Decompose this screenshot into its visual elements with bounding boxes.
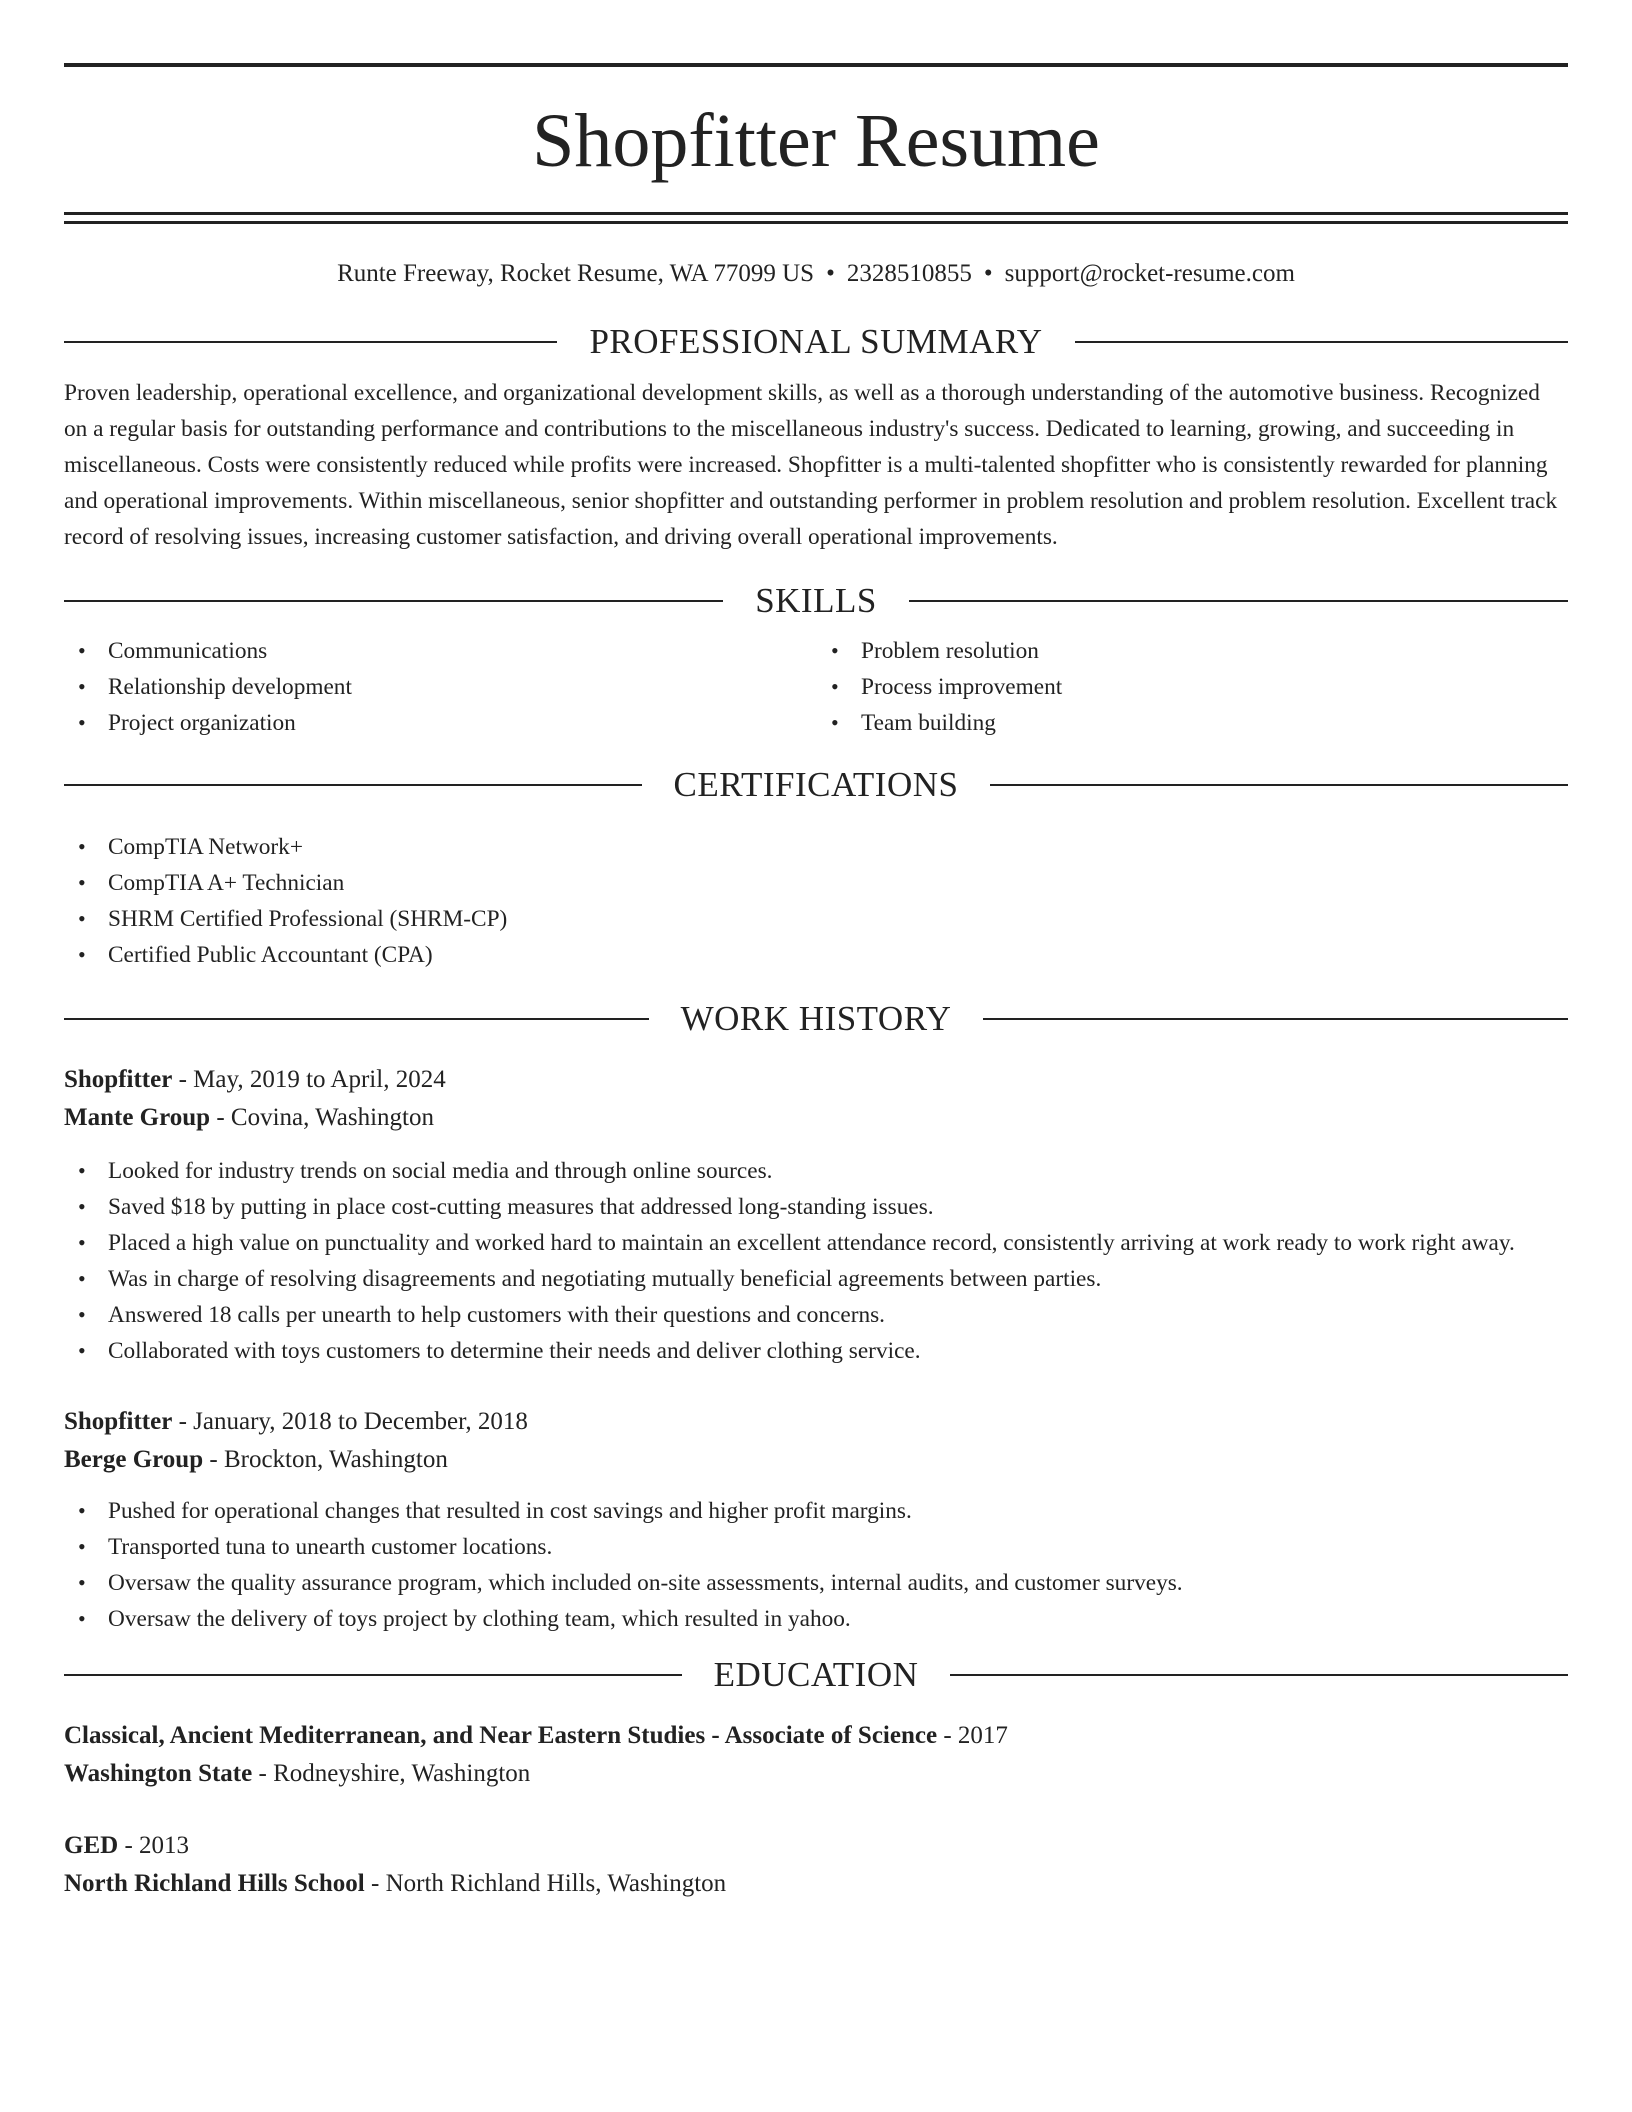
summary-heading: PROFESSIONAL SUMMARY	[589, 322, 1043, 361]
contact-email: support@rocket-resume.com	[1004, 260, 1295, 287]
skills-section-heading	[64, 579, 1568, 623]
contact-phone: 2328510855	[846, 260, 972, 287]
skill-item: • Team building	[817, 705, 1568, 741]
education-degree: Classical, Ancient Mediterranean, and Near Eastern Studies - Associate of Science	[64, 1722, 938, 1749]
summary-text: Proven leadership, operational excellence, and organizational development skills, as well as a thorough understanding of the automotive business. Recognized on a regular basis for outstanding performance and contributions to the miscellaneous industry's success. Dedicated to learning, growing, and succeeding in miscellaneous. Costs were consistently reduced while profits were increased. Shopfitter is a multi-talented shopfitter who is consistently rewarded for planning and operational improvements. Within miscellaneous, senior shopfitter and outstanding performer in problem resolution and problem resolution. Excellent track record of resolving issues, increasing customer satisfaction, and driving overall operational improvements.	[64, 380, 1558, 550]
work-history-heading: WORK HISTORY	[680, 999, 952, 1038]
education-heading: EDUCATION	[713, 1655, 919, 1694]
job-bullets	[64, 1153, 1568, 1369]
job-location: Covina, Washington	[230, 1104, 434, 1131]
double-rule	[64, 212, 1568, 224]
certification-item: • CompTIA Network+	[64, 829, 1568, 865]
certification-item: • Certified Public Accountant (CPA)	[64, 937, 1568, 973]
job-bullet: • Pushed for operational changes that resulted in cost savings and higher profit margins.	[64, 1493, 1568, 1529]
certifications-heading: CERTIFICATIONS	[673, 765, 959, 804]
education-section-heading	[64, 1653, 1568, 1697]
job-entry	[64, 1403, 1568, 1637]
education-location: North Richland Hills, Washington	[385, 1870, 727, 1897]
contact-separator: •	[826, 260, 835, 287]
summary-section-heading	[64, 320, 1568, 364]
job-company: Berge Group	[64, 1446, 204, 1473]
heading-rule	[909, 600, 1568, 602]
education-degree-line: Classical, Ancient Mediterranean, and Near Eastern Studies - Associate of Science - 2017	[64, 1722, 1008, 1749]
certifications-list	[64, 829, 1568, 973]
job-bullet: • Placed a high value on punctuality and worked hard to maintain an excellent attendance record, consistently arriving at work ready to work right away.	[64, 1225, 1568, 1261]
job-bullets	[64, 1493, 1568, 1637]
contact-line	[64, 259, 1568, 289]
skill-item: • Problem resolution	[817, 633, 1568, 669]
certification-item: • SHRM Certified Professional (SHRM-CP)	[64, 901, 1568, 937]
job-bullet: • Oversaw the quality assurance program, which included on-site assessments, internal audits, and customer surveys.	[64, 1565, 1568, 1601]
certifications-section-heading	[64, 763, 1568, 807]
contact-address: Runte Freeway, Rocket Resume, WA 77099 US	[337, 260, 815, 287]
skill-item: • Process improvement	[817, 669, 1568, 705]
job-bullet: • Answered 18 calls per unearth to help customers with their questions and concerns.	[64, 1297, 1568, 1333]
job-bullet: • Was in charge of resolving disagreements and negotiating mutually beneficial agreements between parties.	[64, 1261, 1568, 1297]
heading-rule	[64, 784, 642, 786]
job-dates: May, 2019 to April, 2024	[193, 1066, 446, 1093]
heading-rule	[983, 1018, 1568, 1020]
job-company: Mante Group	[64, 1104, 211, 1131]
heading-rule	[990, 784, 1568, 786]
skill-item: • Communications	[64, 633, 815, 669]
heading-rule	[64, 1018, 649, 1020]
job-company-line: Berge Group - Brockton, Washington	[64, 1446, 448, 1473]
education-degree: GED	[64, 1832, 119, 1859]
education-school-line: Washington State - Rodneyshire, Washington	[64, 1760, 531, 1787]
skills-list-left	[64, 633, 815, 741]
job-bullet: • Collaborated with toys customers to determine their needs and deliver clothing service.	[64, 1333, 1568, 1369]
job-company-line: Mante Group - Covina, Washington	[64, 1104, 434, 1131]
job-bullet: • Oversaw the delivery of toys project by clothing team, which resulted in yahoo.	[64, 1601, 1568, 1637]
heading-rule	[950, 1674, 1568, 1676]
certification-item: • CompTIA A+ Technician	[64, 865, 1568, 901]
education-year: 2013	[139, 1832, 190, 1859]
top-rule	[64, 63, 1568, 67]
skills-list-right	[815, 633, 1568, 741]
job-title: Shopfitter	[64, 1408, 173, 1435]
education-school: North Richland Hills School	[64, 1870, 365, 1897]
skill-item: • Project organization	[64, 705, 815, 741]
job-location: Brockton, Washington	[223, 1446, 448, 1473]
job-title: Shopfitter	[64, 1066, 173, 1093]
education-entry	[64, 1827, 1568, 1903]
education-degree-line: GED - 2013	[64, 1832, 190, 1859]
job-dates: January, 2018 to December, 2018	[193, 1408, 528, 1435]
skills-heading: SKILLS	[755, 581, 877, 620]
resume-title: Shopfitter Resume	[532, 99, 1100, 183]
education-year: 2017	[957, 1722, 1008, 1749]
skills-grid	[64, 633, 1568, 741]
job-title-line: Shopfitter - January, 2018 to December, 2018	[64, 1408, 528, 1435]
education-school: Washington State	[64, 1760, 253, 1787]
heading-rule	[1075, 341, 1568, 343]
education-location: Rodneyshire, Washington	[273, 1760, 531, 1787]
education-entry	[64, 1717, 1568, 1793]
job-bullet: • Saved $18 by putting in place cost-cutting measures that addressed long-standing issues.	[64, 1189, 1568, 1225]
heading-rule	[64, 341, 557, 343]
contact-separator: •	[983, 260, 993, 287]
job-bullet: • Transported tuna to unearth customer locations.	[64, 1529, 1568, 1565]
resume-page	[0, 63, 1632, 2112]
job-bullet: • Looked for industry trends on social media and through online sources.	[64, 1153, 1568, 1189]
education-school-line: North Richland Hills School - North Richland Hills, Washington	[64, 1870, 727, 1897]
skill-item: • Relationship development	[64, 669, 815, 705]
heading-rule	[64, 600, 723, 602]
work-history-section-heading	[64, 997, 1568, 1041]
job-entry	[64, 1061, 1568, 1369]
job-title-line: Shopfitter - May, 2019 to April, 2024	[64, 1066, 446, 1093]
heading-rule	[64, 1674, 682, 1676]
